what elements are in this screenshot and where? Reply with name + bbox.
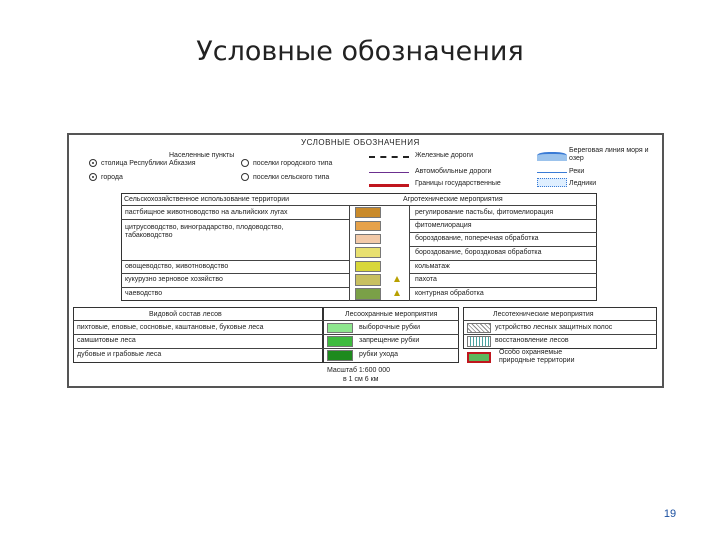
capital-label: столица Республики Абхазия	[101, 160, 196, 167]
thinning-swatch	[327, 350, 353, 361]
capital-symbol-icon	[89, 159, 97, 167]
selective-cutting-swatch	[327, 323, 353, 333]
citrus-swatch-2	[355, 234, 381, 244]
scale-line-1: Масштаб 1:600 000	[327, 367, 391, 374]
agri-heading: Сельскохозяйственное использование территории	[124, 196, 290, 203]
river-line-icon	[537, 172, 567, 173]
vegetable-swatch	[355, 261, 381, 272]
agromel-row-6: пахота	[415, 276, 437, 283]
glaciers-label: Ледники	[569, 180, 597, 187]
town-symbol-icon	[89, 173, 97, 181]
alpine-swatch	[355, 207, 381, 218]
agri-row-4: кукурузно зерновое хозяйство	[125, 276, 223, 283]
forest-species-row-3: дубовые и грабовые леса	[77, 351, 162, 358]
forest-protective-row-2: запрещение рубки	[359, 337, 420, 344]
legend-heading: УСЛОВНЫЕ ОБОЗНАЧЕНИЯ	[301, 138, 420, 147]
glacier-icon	[537, 178, 567, 187]
rural-settlements-label: поселки сельского типа	[253, 174, 330, 181]
agromel-row-7: контурная обработка	[415, 290, 484, 297]
roads-label: Автомобильные дороги	[415, 168, 492, 175]
forest-technical-heading: Лесотехнические мероприятия	[493, 311, 594, 318]
border-line-icon	[369, 184, 409, 187]
agromel-row-4: бороздование, бороздковая обработка	[415, 249, 542, 256]
urban-settlement-icon	[241, 159, 249, 167]
agromel-row-3: бороздование, поперечная обработка	[415, 235, 539, 242]
page-number: 19	[663, 508, 677, 520]
forest-technical-row-3: Особо охраняемые природные территории	[499, 349, 575, 364]
forest-species-row-2: самшитовые леса	[77, 337, 136, 344]
shoreline-label: Береговая линия моря и озер	[569, 147, 649, 162]
towns-label: города	[101, 174, 123, 181]
shoreline-icon	[537, 152, 567, 161]
agri-row-5: чаеводство	[125, 290, 163, 297]
legend-image	[67, 133, 664, 388]
forest-technical-row-1: устройство лесных защитных полос	[495, 324, 613, 331]
contour-triangle-icon	[394, 290, 400, 296]
agri-row-3: овощеводство, животноводство	[125, 263, 229, 270]
scale-line-2: в 1 см 6 км	[343, 376, 379, 383]
agri-row-1: пастбищное животноводство на альпийских лугах	[125, 209, 288, 216]
forest-protective-row-3: рубки ухода	[359, 351, 398, 358]
rural-settlement-icon	[241, 173, 249, 181]
forest-species-heading: Видовой состав лесов	[149, 311, 222, 318]
slide-title: Условные обозначения	[196, 36, 524, 67]
cutting-ban-swatch	[327, 336, 353, 347]
agromel-row-5: кольматаж	[415, 263, 450, 270]
plowing-triangle-icon	[394, 276, 400, 282]
reforestation-hatch-icon	[467, 336, 491, 347]
agromel-row-1: регулирование пастьбы, фитомелиорация	[415, 209, 554, 216]
agromeliorative-heading: Агротехнические мероприятия	[403, 196, 503, 203]
rivers-label: Реки	[569, 168, 585, 175]
railways-label: Железные дороги	[415, 152, 474, 159]
railway-line-icon	[369, 156, 409, 158]
forest-protective-heading: Лесоохранные мероприятия	[345, 311, 438, 318]
forest-species-row-1: пихтовые, еловые, сосновые, каштановые, буковые леса	[77, 324, 264, 331]
urban-settlements-label: поселки городского типа	[253, 160, 333, 167]
tea-swatch	[355, 288, 381, 300]
road-line-icon	[369, 172, 409, 173]
citrus-swatch-1	[355, 221, 381, 231]
forest-protective-row-1: выборочные рубки	[359, 324, 421, 331]
borders-label: Границы государственные	[415, 180, 501, 187]
forest-technical-row-2: восстановление лесов	[495, 337, 569, 344]
protected-area-icon	[467, 352, 491, 363]
shelterbelt-hatch-icon	[467, 323, 491, 333]
agromel-row-2: фитомелиорация	[415, 222, 472, 229]
corn-swatch	[355, 274, 381, 286]
agri-row-2: цитрусоводство, виноградарство, плодоводство, табаководство	[125, 224, 284, 239]
settlements-heading: Населенные пункты	[169, 152, 235, 159]
citrus-swatch-3	[355, 247, 381, 258]
